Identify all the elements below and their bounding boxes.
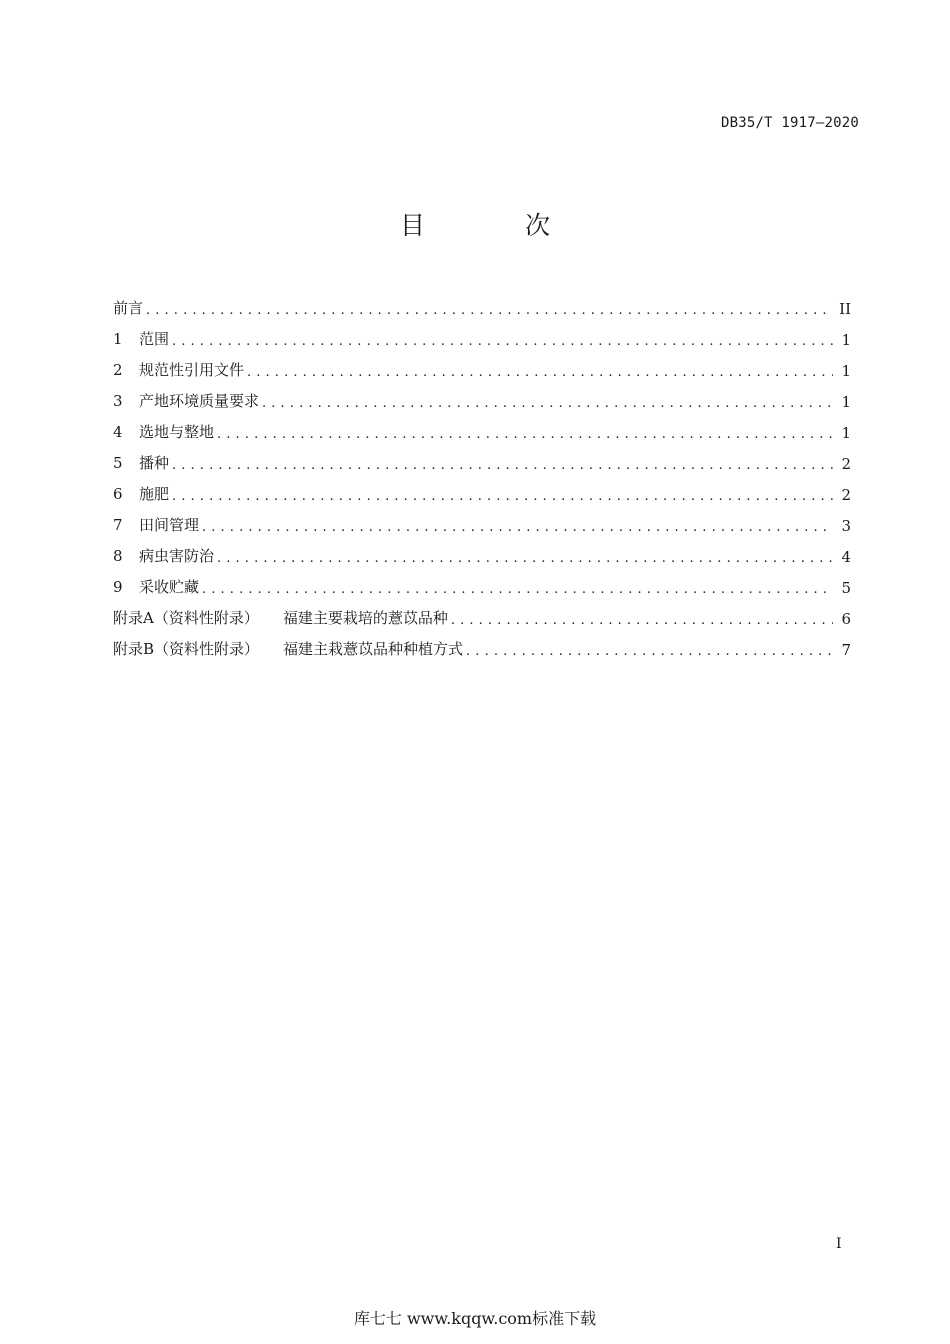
toc-entry-label: 产地环境质量要求 — [139, 392, 260, 410]
toc-entry-number: 1 — [113, 330, 123, 348]
toc-entry-number: 9 — [113, 578, 123, 596]
footer-watermark-text: 库七七 www.kqqw.com标准下载 — [353, 1309, 597, 1328]
toc-entry-label: 选地与整地 — [139, 423, 215, 441]
toc-entry-label: 田间管理 — [139, 516, 200, 534]
toc-dot-leader — [172, 331, 833, 349]
toc-entry-number: 6 — [113, 485, 123, 503]
toc-entry-number: 7 — [113, 516, 123, 534]
toc-entry-label: 施肥 — [139, 485, 170, 503]
toc-dot-leader — [172, 455, 833, 473]
toc-dot-leader — [202, 517, 833, 535]
toc-dot-leader — [202, 579, 833, 597]
toc-entry[interactable] — [113, 504, 851, 535]
toc-entry-page: 7 — [841, 641, 851, 659]
toc-entry-page: 2 — [841, 455, 851, 473]
table-of-contents — [113, 287, 851, 659]
toc-entry-label: 采收贮藏 — [139, 578, 200, 596]
toc-entry[interactable] — [113, 380, 851, 411]
toc-entry-label: 范围 — [139, 330, 170, 348]
toc-entry-number: 4 — [113, 423, 123, 441]
toc-entry[interactable] — [113, 287, 851, 318]
toc-entry[interactable] — [113, 473, 851, 504]
page-number: I — [836, 1236, 842, 1252]
toc-entry-page: 1 — [841, 393, 851, 411]
toc-entry-page: II — [839, 300, 851, 318]
toc-dot-leader — [247, 362, 833, 380]
toc-entry[interactable] — [113, 349, 851, 380]
toc-entry-label: 播种 — [139, 454, 170, 472]
toc-annex-designation: 附录B（资料性附录） — [113, 640, 260, 658]
toc-entry-page: 1 — [841, 362, 851, 380]
toc-entry[interactable] — [113, 535, 851, 566]
toc-entry-label: 前言 — [113, 299, 144, 317]
toc-annex-designation: 附录A（资料性附录） — [113, 609, 259, 627]
toc-entry-page: 3 — [841, 517, 851, 535]
toc-entry-number: 8 — [113, 547, 123, 565]
toc-dot-leader — [451, 610, 833, 628]
toc-dot-leader — [466, 641, 833, 659]
toc-entry-page: 2 — [841, 486, 851, 504]
toc-entry-page: 4 — [841, 548, 851, 566]
toc-dot-leader — [217, 424, 833, 442]
toc-dot-leader — [217, 548, 833, 566]
toc-entry-number: 2 — [113, 361, 123, 379]
toc-dot-leader — [262, 393, 833, 411]
toc-entry-page: 6 — [841, 610, 851, 628]
toc-entry-page: 1 — [841, 331, 851, 349]
toc-entry[interactable] — [113, 411, 851, 442]
toc-title: 目 次 — [400, 211, 596, 240]
toc-entry-number: 5 — [113, 454, 123, 472]
toc-entry-number: 3 — [113, 392, 123, 410]
toc-entry-label: 福建主要栽培的薏苡品种 — [282, 609, 448, 627]
toc-entry-annex[interactable] — [113, 628, 851, 659]
toc-dot-leader — [172, 486, 833, 504]
toc-entry-label: 病虫害防治 — [139, 547, 215, 565]
toc-entry-page: 1 — [841, 424, 851, 442]
document-code: DB35/T 1917—2020 — [720, 115, 859, 131]
toc-entry-page: 5 — [841, 579, 851, 597]
toc-entry[interactable] — [113, 566, 851, 597]
toc-entry-label: 规范性引用文件 — [139, 361, 245, 379]
toc-entry[interactable] — [113, 442, 851, 473]
toc-dot-leader — [146, 300, 833, 318]
toc-entry-annex[interactable] — [113, 597, 851, 628]
toc-entry[interactable] — [113, 318, 851, 349]
toc-entry-label: 福建主栽薏苡品种种植方式 — [283, 640, 464, 658]
